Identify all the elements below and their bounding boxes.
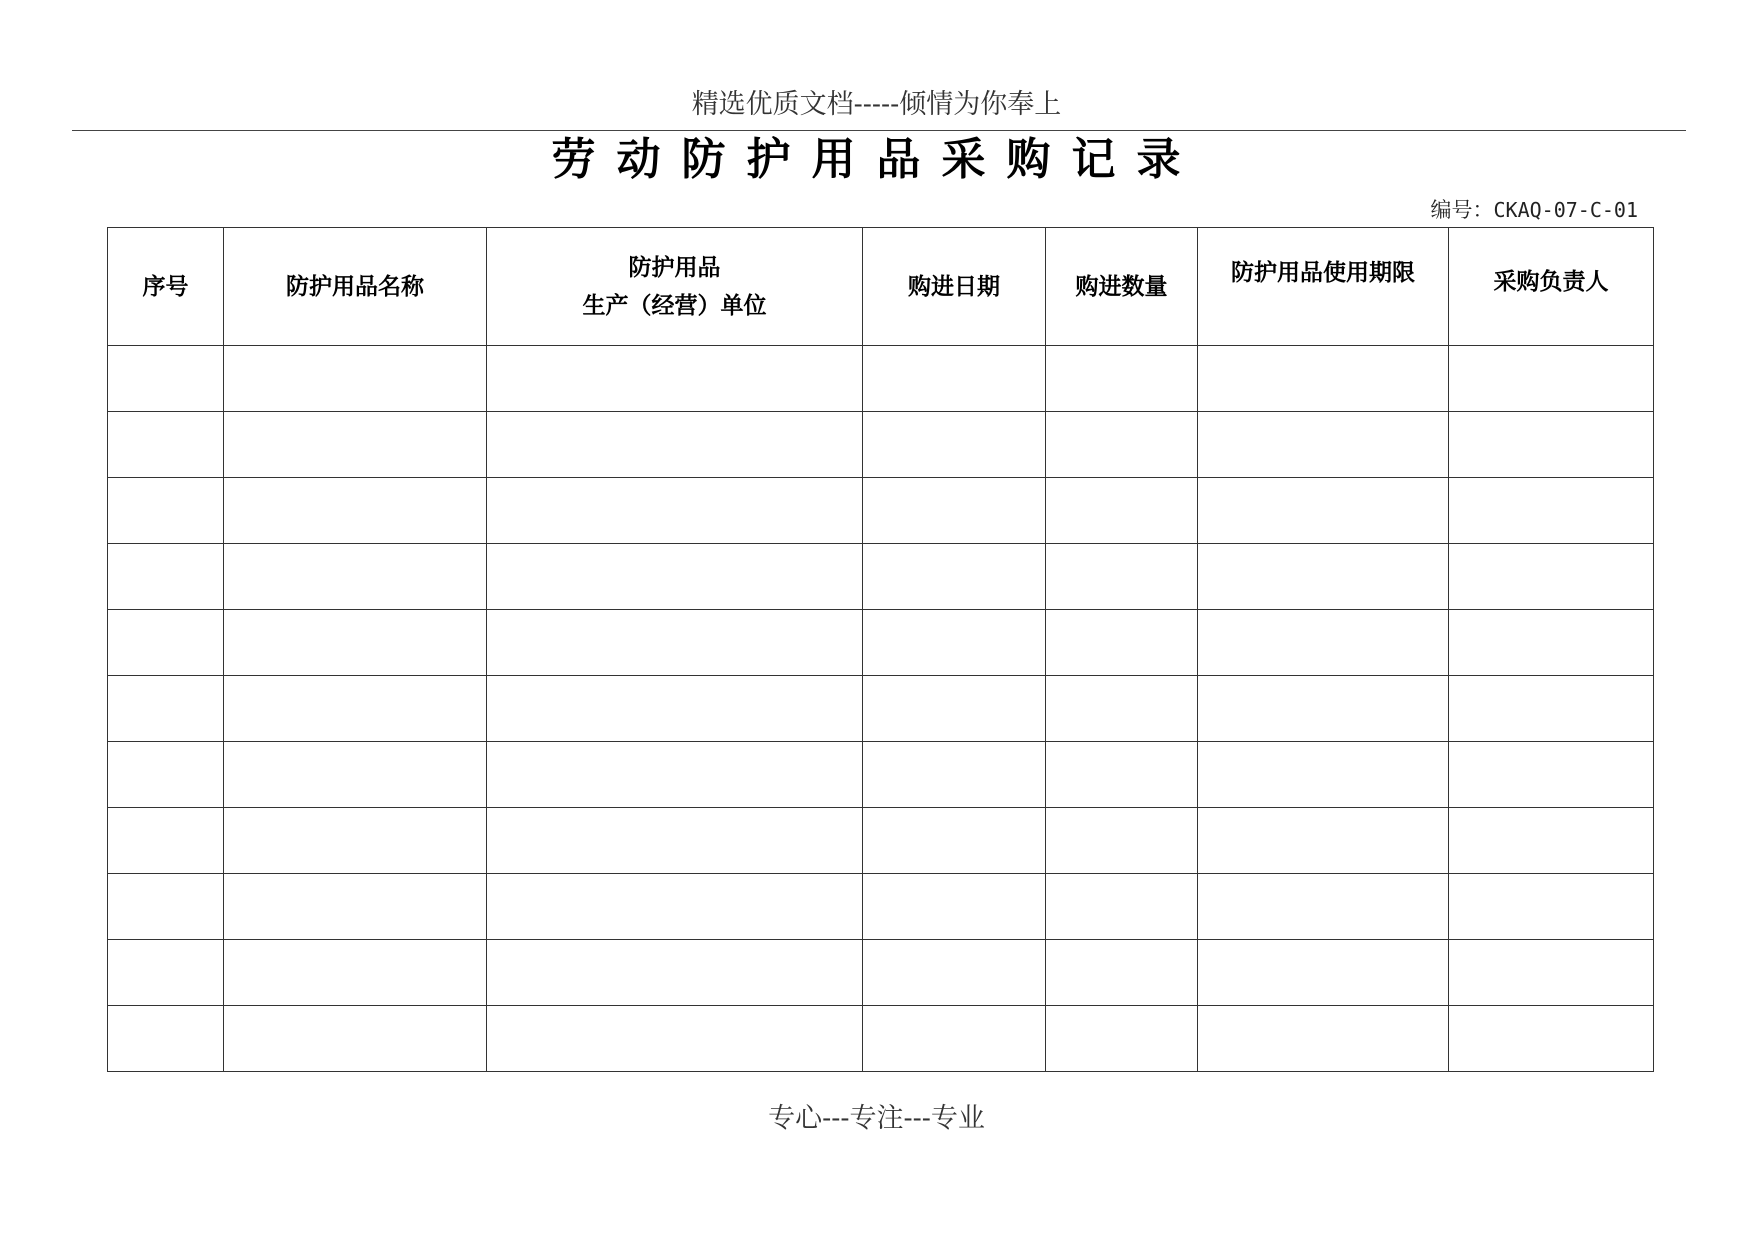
column-header-serial — [108, 228, 224, 346]
table-cell[interactable] — [1046, 676, 1198, 742]
table-cell[interactable] — [108, 874, 224, 940]
table-cell[interactable] — [487, 478, 863, 544]
table-cell[interactable] — [224, 412, 487, 478]
table-cell[interactable] — [487, 544, 863, 610]
table-cell[interactable] — [1046, 610, 1198, 676]
table-cell[interactable] — [224, 742, 487, 808]
table-cell[interactable] — [863, 940, 1046, 1006]
table-cell[interactable] — [1449, 808, 1654, 874]
table-cell[interactable] — [1046, 478, 1198, 544]
table-cell[interactable] — [1449, 412, 1654, 478]
table-cell[interactable] — [487, 940, 863, 1006]
column-header-label: 购进数量 — [1075, 273, 1168, 300]
table-cell[interactable] — [1046, 742, 1198, 808]
table-cell[interactable] — [108, 808, 224, 874]
table-cell[interactable] — [1046, 544, 1198, 610]
column-header-purchaser — [1449, 228, 1654, 346]
table-cell[interactable] — [487, 676, 863, 742]
table-row — [108, 412, 1654, 478]
table-cell[interactable] — [1046, 874, 1198, 940]
document-number-label: 编号： — [1430, 198, 1494, 222]
table-cell[interactable] — [224, 346, 487, 412]
table-cell[interactable] — [863, 478, 1046, 544]
table-cell[interactable] — [108, 940, 224, 1006]
table-row — [108, 808, 1654, 874]
table-cell[interactable] — [1449, 346, 1654, 412]
table-row — [108, 346, 1654, 412]
table-cell[interactable] — [108, 742, 224, 808]
column-header-item-name — [224, 228, 487, 346]
table-cell[interactable] — [1449, 742, 1654, 808]
page-header: 精选优质文档-----倾情为你奉上 — [691, 89, 1062, 120]
table-cell[interactable] — [487, 610, 863, 676]
table-cell[interactable] — [108, 412, 224, 478]
table-cell[interactable] — [1198, 742, 1449, 808]
document-number — [1431, 196, 1639, 224]
table-cell[interactable] — [224, 544, 487, 610]
table-cell[interactable] — [108, 544, 224, 610]
table-cell[interactable] — [1449, 610, 1654, 676]
table-cell[interactable] — [1046, 1006, 1198, 1072]
table-cell[interactable] — [863, 544, 1046, 610]
page-footer: 专心---专注---专业 — [768, 1103, 985, 1134]
table-cell[interactable] — [863, 808, 1046, 874]
table-cell[interactable] — [224, 1006, 487, 1072]
table-body — [108, 346, 1654, 1072]
header-divider — [72, 130, 1686, 131]
table-cell[interactable] — [108, 676, 224, 742]
table-cell[interactable] — [487, 1006, 863, 1072]
document-number-value: CKAQ-07-C-01 — [1493, 198, 1638, 222]
table-cell[interactable] — [1449, 676, 1654, 742]
table-cell[interactable] — [108, 610, 224, 676]
table-cell[interactable] — [108, 346, 224, 412]
table-cell[interactable] — [863, 1006, 1046, 1072]
table-cell[interactable] — [224, 874, 487, 940]
table-row — [108, 940, 1654, 1006]
table-cell[interactable] — [1198, 676, 1449, 742]
table-cell[interactable] — [487, 874, 863, 940]
table-cell[interactable] — [487, 412, 863, 478]
table-cell[interactable] — [863, 874, 1046, 940]
table-row — [108, 1006, 1654, 1072]
table-cell[interactable] — [1198, 808, 1449, 874]
table-row — [108, 544, 1654, 610]
table-cell[interactable] — [1449, 874, 1654, 940]
purchase-record-table — [107, 227, 1654, 1072]
table-cell[interactable] — [487, 808, 863, 874]
table-cell[interactable] — [1449, 544, 1654, 610]
table-cell[interactable] — [1046, 412, 1198, 478]
table-cell[interactable] — [1198, 610, 1449, 676]
table-cell[interactable] — [1198, 874, 1449, 940]
table-cell[interactable] — [224, 808, 487, 874]
table-row — [108, 676, 1654, 742]
table-row — [108, 610, 1654, 676]
table-row — [108, 478, 1654, 544]
table-cell[interactable] — [863, 676, 1046, 742]
table-cell[interactable] — [1198, 544, 1449, 610]
column-header-usage-period — [1198, 228, 1449, 346]
table-cell[interactable] — [1198, 940, 1449, 1006]
table-cell[interactable] — [863, 742, 1046, 808]
table-cell[interactable] — [1449, 940, 1654, 1006]
table-cell[interactable] — [863, 346, 1046, 412]
column-header-label: 防护用品使用期限 — [1231, 260, 1415, 286]
table-cell[interactable] — [224, 610, 487, 676]
table-cell[interactable] — [863, 610, 1046, 676]
table-cell[interactable] — [1449, 1006, 1654, 1072]
column-header-label: 采购负责人 — [1493, 269, 1609, 295]
table-cell[interactable] — [224, 940, 487, 1006]
table-cell[interactable] — [487, 346, 863, 412]
table-cell[interactable] — [108, 1006, 224, 1072]
table-cell[interactable] — [108, 478, 224, 544]
table-cell[interactable] — [1046, 940, 1198, 1006]
column-header-label: 防护用品 — [628, 254, 721, 281]
document-title: 劳动防护用品采购记录 — [551, 134, 1202, 185]
column-header-label: 序号 — [142, 273, 189, 300]
column-header-quantity — [1046, 228, 1198, 346]
table-cell[interactable] — [1046, 808, 1198, 874]
table-row — [108, 874, 1654, 940]
table-row — [108, 742, 1654, 808]
table-cell[interactable] — [1198, 346, 1449, 412]
table-cell[interactable] — [224, 676, 487, 742]
column-header-label: 生产（经营）单位 — [582, 292, 767, 319]
column-header-label: 防护用品名称 — [286, 273, 424, 300]
table-cell[interactable] — [1449, 478, 1654, 544]
column-header-manufacturer — [487, 228, 863, 346]
table-cell[interactable] — [863, 412, 1046, 478]
table-cell[interactable] — [1198, 1006, 1449, 1072]
table-cell[interactable] — [1198, 478, 1449, 544]
table-cell[interactable] — [224, 478, 487, 544]
table-header-row — [108, 228, 1654, 346]
table-cell[interactable] — [1046, 346, 1198, 412]
table-cell[interactable] — [487, 742, 863, 808]
column-header-purchase-date — [863, 228, 1046, 346]
column-header-label: 购进日期 — [908, 273, 1000, 300]
table-cell[interactable] — [1198, 412, 1449, 478]
